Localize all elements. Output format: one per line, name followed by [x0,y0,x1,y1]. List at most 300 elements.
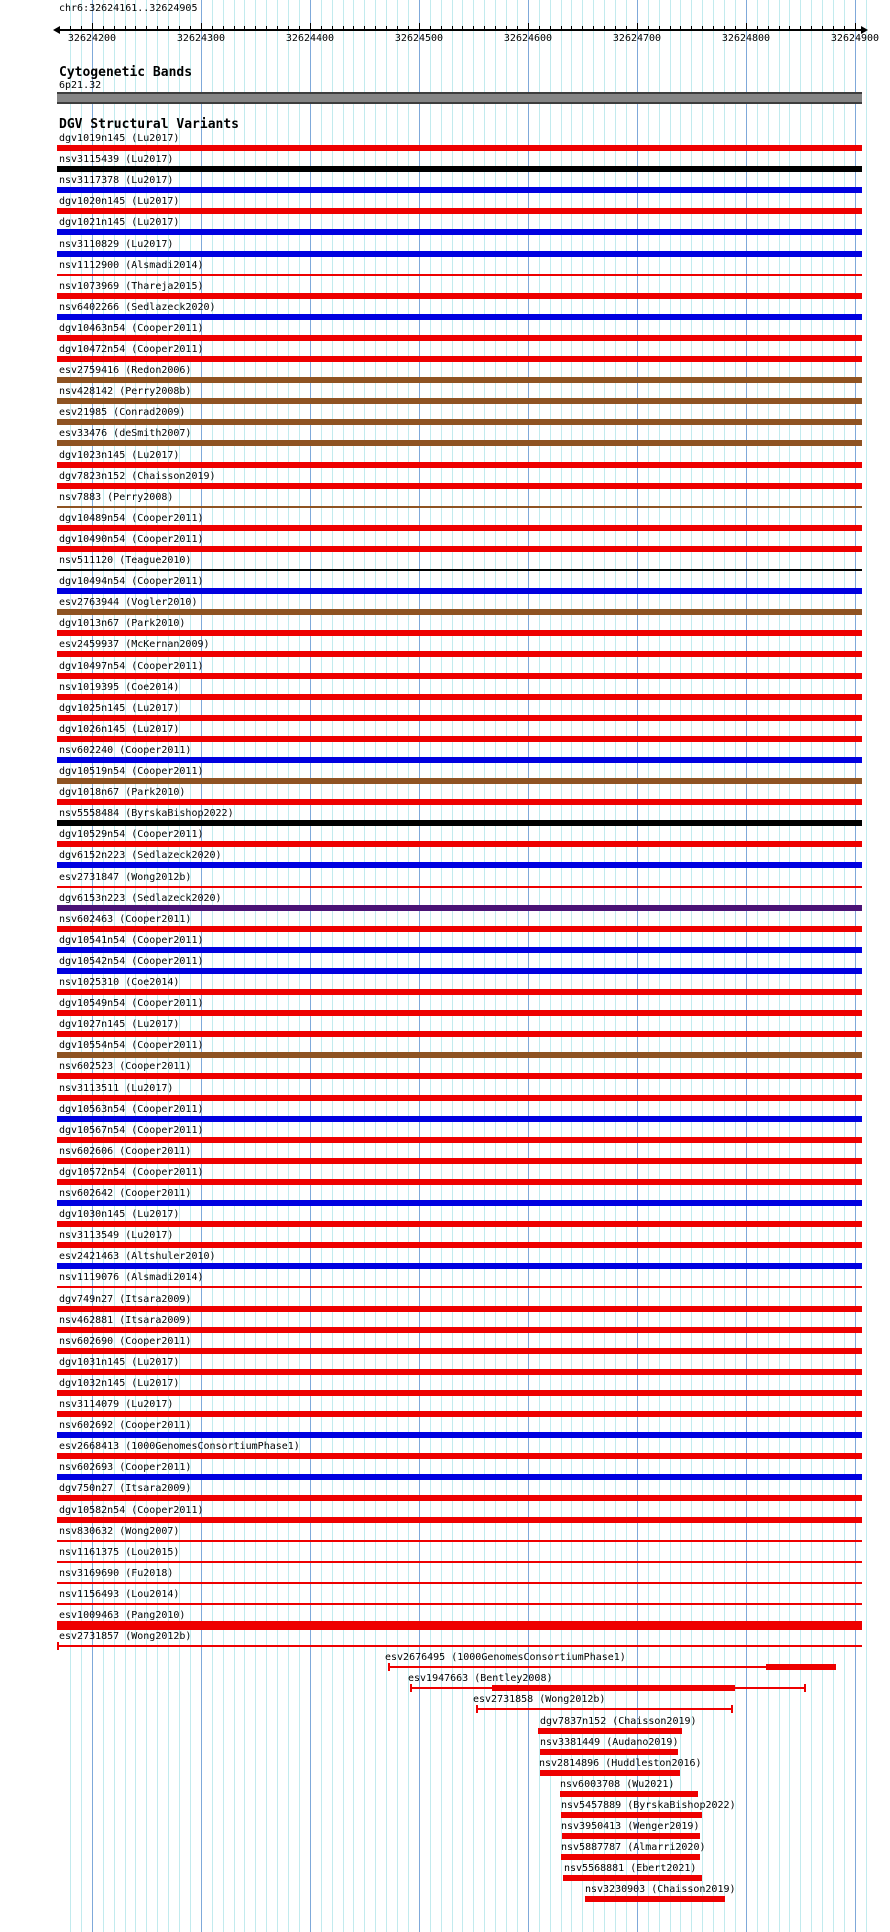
ruler-tick-label: 32624200 [67,33,117,44]
variant-bar[interactable] [57,356,862,362]
variant-label: dgv1023n145 (Lu2017) [59,449,180,461]
ruler-tick-minor [397,26,398,30]
variant-bar[interactable] [57,651,862,657]
ruler-tick-minor [615,26,616,30]
variant-bar[interactable] [57,1010,862,1016]
variant-label: nsv1073969 (Thareja2015) [59,280,204,292]
variant-label: nsv1025310 (Coe2014) [59,977,180,988]
variant-bar[interactable] [57,1474,862,1480]
variant-bar[interactable] [57,1390,862,1396]
variant-row [0,217,890,238]
variant-row [0,1884,890,1905]
ruler-tick-minor [364,26,365,30]
variant-row [0,745,890,766]
variant-row [0,555,890,576]
variant-bar[interactable] [57,905,862,911]
variant-row [0,914,890,935]
ruler-tick-minor [168,26,169,30]
variant-line[interactable] [476,1708,732,1710]
variant-row [0,1104,890,1125]
variant-row [0,639,890,660]
ruler-tick-major [637,23,638,30]
ruler-tick-label: 32624600 [503,33,553,44]
variant-bar[interactable] [57,166,862,172]
variant-row [0,935,890,956]
variant-row [0,893,890,914]
variant-row [0,1125,890,1146]
variant-row [0,513,890,534]
variant-row [0,977,890,998]
variant-bracket-left[interactable] [388,1663,390,1671]
variant-bar[interactable] [57,208,862,214]
ruler-tick-minor [321,26,322,30]
ruler-tick-major [746,23,747,30]
variant-bar[interactable] [57,820,862,826]
variant-bar[interactable] [57,799,862,805]
variant-label: nsv1161375 (Lou2015) [59,1546,180,1558]
variant-bar[interactable] [57,862,862,868]
variant-label: nsv511120 (Teague2010) [59,555,192,566]
variant-bar[interactable] [57,1095,862,1101]
variant-label: esv1947663 (Bentley2008) [408,1673,553,1685]
ruler-tick-minor [680,26,681,30]
ruler-tick-minor [724,26,725,30]
variant-bracket-right[interactable] [804,1684,806,1692]
variant-label: nsv1119076 (Alsmadi2014) [59,1272,204,1284]
variant-label: esv2731847 (Wong2012b) [59,871,192,883]
variant-row [0,471,890,492]
variant-row [0,239,890,260]
ruler-tick-minor [408,26,409,30]
variant-bar[interactable] [57,483,862,489]
variant-label: dgv7837n152 (Chaisson2019) [540,1715,697,1727]
variant-bar[interactable] [57,715,862,721]
variant-row [0,1294,890,1315]
ruler-tick-major [528,23,529,30]
variant-row [0,1842,890,1863]
variant-row [0,260,890,281]
variant-label: esv2668413 (1000GenomesConsortiumPhase1) [59,1441,300,1453]
ruler-tick-minor [462,26,463,30]
variant-label: dgv10572n54 (Cooper2011) [59,1166,204,1178]
ruler-tick-minor [179,26,180,30]
variant-bar[interactable] [57,335,862,341]
variant-bar[interactable] [563,1875,702,1881]
variant-bar[interactable] [57,1495,862,1501]
variant-bar[interactable] [57,1327,862,1333]
ruler-tick-minor [452,26,453,30]
variant-row [0,829,890,850]
ruler-tick-minor [332,26,333,30]
variant-row [0,1061,890,1082]
ruler-tick-minor [670,26,671,30]
variant-row [0,196,890,217]
variant-bar[interactable] [57,1369,862,1375]
variant-label: nsv602693 (Cooper2011) [59,1462,192,1474]
variant-row [0,1209,890,1230]
variant-label: esv1009463 (Pang2010) [59,1610,186,1621]
variant-bar[interactable] [57,419,862,425]
variant-row [0,1251,890,1272]
variant-line[interactable] [57,1645,862,1647]
variant-label: dgv1020n145 (Lu2017) [59,196,180,208]
variant-row [0,386,890,407]
variant-bar[interactable] [57,314,862,320]
variant-label: nsv602606 (Cooper2011) [59,1145,192,1157]
variant-bar[interactable] [57,778,862,784]
ruler-tick-minor [190,26,191,30]
variant-row [0,1758,890,1779]
variant-bar[interactable] [57,546,862,552]
variant-row [0,1800,890,1821]
variant-line[interactable] [57,1603,862,1605]
variant-row [0,766,890,787]
ruler-tick-minor [833,26,834,30]
ruler-tick-minor [702,26,703,30]
variant-bar[interactable] [57,1411,862,1417]
ruler-tick-minor [353,26,354,30]
ruler-tick-minor [484,26,485,30]
variant-label: dgv7823n152 (Chaisson2019) [59,470,216,482]
variant-row [0,1188,890,1209]
variant-bar[interactable] [57,440,862,446]
ruler-tick-minor [571,26,572,30]
variant-line[interactable] [57,569,862,571]
variant-line[interactable] [57,1540,862,1542]
variant-label: dgv749n27 (Itsara2009) [59,1293,192,1305]
variant-bar[interactable] [57,1432,862,1438]
variant-label: nsv6003708 (Wu2021) [560,1778,675,1790]
variant-label: esv2763944 (Vogler2010) [59,597,198,609]
variant-label: nsv602240 (Cooper2011) [59,744,192,756]
variant-label: esv2731857 (Wong2012b) [59,1631,192,1643]
variant-bar[interactable] [57,1242,862,1248]
variant-bar[interactable] [57,462,862,468]
variant-row [0,1652,890,1673]
variant-bar[interactable] [57,588,862,594]
variant-label: dgv10563n54 (Cooper2011) [59,1103,204,1115]
variant-row [0,1441,890,1462]
ruler-tick-minor [244,26,245,30]
variant-label: dgv1019n145 (Lu2017) [59,133,180,144]
variant-label: dgv1030n145 (Lu2017) [59,1209,180,1221]
variant-bar[interactable] [561,1812,702,1818]
ruler-tick-minor [648,26,649,30]
variant-label: dgv6153n223 (Sedlazeck2020) [59,892,222,904]
ruler-tick-minor [604,26,605,30]
variant-label: dgv6152n223 (Sedlazeck2020) [59,850,222,862]
variant-bar[interactable] [57,1517,862,1523]
variant-row [0,534,890,555]
ruler-tick-major [201,23,202,30]
ruler-tick-minor [81,26,82,30]
variant-line[interactable] [57,1582,862,1584]
ruler-tick-minor [70,26,71,30]
variant-row [0,323,890,344]
variant-label: nsv602690 (Cooper2011) [59,1335,192,1347]
ruler-tick-major [310,23,311,30]
variant-bar[interactable] [538,1728,682,1734]
variant-row [0,1779,890,1800]
variant-bar[interactable] [57,1137,862,1143]
variant-row [0,1399,890,1420]
ruler-tick-minor [844,26,845,30]
ruler-tick-minor [375,26,376,30]
variant-row [0,1505,890,1526]
ruler-tick-minor [539,26,540,30]
variant-row [0,175,890,196]
variant-label: nsv7883 (Perry2008) [59,491,174,503]
ruler-tick-minor [822,26,823,30]
variant-label: dgv1018n67 (Park2010) [59,787,186,799]
variant-bar[interactable] [57,1116,862,1122]
variant-bar[interactable] [57,1031,862,1037]
variant-bar[interactable] [57,525,862,531]
variant-label: nsv602642 (Cooper2011) [59,1188,192,1199]
variant-line[interactable] [57,1286,862,1288]
ruler-tick-minor [800,26,801,30]
variant-label: nsv3117378 (Lu2017) [59,175,174,187]
variant-label: esv2459937 (McKernan2009) [59,639,210,651]
ruler-tick-minor [506,26,507,30]
variant-bar[interactable] [585,1896,725,1902]
ruler-tick-minor [768,26,769,30]
variant-bar[interactable] [57,1621,862,1630]
variant-label: dgv10554n54 (Cooper2011) [59,1040,204,1052]
variant-row [0,1863,890,1884]
variant-row [0,1040,890,1061]
locus-label: chr6:32624161..32624905 [59,3,198,14]
variant-label: dgv750n27 (Itsara2009) [59,1483,192,1495]
variant-row [0,1631,890,1652]
variant-row [0,703,890,724]
variant-label: esv33476 (deSmith2007) [59,428,192,440]
variant-label: dgv1031n145 (Lu2017) [59,1356,180,1368]
ruler-tick-minor [713,26,714,30]
variant-label: nsv6402266 (Sedlazeck2020) [59,301,216,313]
variant-bar[interactable] [57,947,862,953]
cytoband-bar[interactable] [57,92,862,104]
variant-row [0,1357,890,1378]
dgv-track-title: DGV Structural Variants [59,117,240,132]
ruler-tick-label: 32624700 [612,33,662,44]
variant-bar[interactable] [57,293,862,299]
variant-bar[interactable] [57,630,862,636]
variant-row [0,1272,890,1293]
variant-label: nsv602523 (Cooper2011) [59,1061,192,1073]
ruler-tick-minor [779,26,780,30]
variant-bar[interactable] [57,968,862,974]
variant-label: nsv1156493 (Lou2014) [59,1588,180,1600]
ruler-tick-label: 32624500 [394,33,444,44]
ruler-tick-label: 32624400 [285,33,335,44]
variant-bar[interactable] [57,1073,862,1079]
variant-line[interactable] [57,1561,862,1563]
variant-row [0,1083,890,1104]
variant-row [0,1568,890,1589]
variant-row [0,1019,890,1040]
variant-row [0,281,890,302]
ruler-left-arrow-icon [53,26,60,34]
ruler-tick-minor [582,26,583,30]
variant-bar[interactable] [57,229,862,235]
ruler-tick-label: 32624300 [176,33,226,44]
variant-label: nsv3114079 (Lu2017) [59,1399,174,1410]
variant-label: dgv1021n145 (Lu2017) [59,217,180,229]
variant-label: dgv10489n54 (Cooper2011) [59,512,204,524]
variant-label: esv21985 (Conrad2009) [59,407,186,419]
ruler-tick-minor [266,26,267,30]
ruler-tick-minor [550,26,551,30]
variant-line[interactable] [57,274,862,276]
variant-label: nsv602692 (Cooper2011) [59,1420,192,1432]
variant-bar[interactable] [561,1854,700,1860]
variant-label: nsv3230903 (Chaisson2019) [585,1884,736,1896]
variant-bar[interactable] [57,1263,862,1269]
variant-bar[interactable] [57,989,862,995]
variant-label: nsv3110829 (Lu2017) [59,238,174,250]
ruler-tick-minor [234,26,235,30]
ruler-tick-major [855,23,856,30]
variant-row [0,154,890,175]
variant-label: dgv10529n54 (Cooper2011) [59,829,204,841]
variant-row [0,1716,890,1737]
variant-bar[interactable] [57,1179,862,1185]
variant-label: dgv10567n54 (Cooper2011) [59,1124,204,1136]
variant-bracket-left[interactable] [57,1642,59,1650]
variant-bar[interactable] [57,926,862,932]
ruler-tick-minor [691,26,692,30]
variant-bar[interactable] [560,1791,698,1797]
variant-bar[interactable] [57,1348,862,1354]
variant-bar[interactable] [57,145,862,151]
ruler-tick-minor [517,26,518,30]
ruler-tick-minor [299,26,300,30]
variant-label: nsv5568881 (Ebert2021) [564,1863,697,1875]
ruler-tick-minor [473,26,474,30]
variant-label: nsv1019395 (Coe2014) [59,681,180,693]
variant-bar[interactable] [57,736,862,742]
variant-label: nsv1112900 (Alsmadi2014) [59,259,204,271]
variant-row [0,1230,890,1251]
variant-bar[interactable] [492,1685,735,1691]
ruler-tick-minor [386,26,387,30]
variant-row [0,1737,890,1758]
variant-label: dgv1032n145 (Lu2017) [59,1377,180,1389]
variant-bar[interactable] [540,1770,680,1776]
variant-bar[interactable] [540,1749,678,1755]
variant-label: nsv462881 (Itsara2009) [59,1314,192,1326]
variant-bar[interactable] [766,1664,836,1670]
variant-row [0,365,890,386]
variant-label: nsv5887787 (Almarri2020) [561,1842,706,1854]
variant-row [0,1610,890,1631]
variant-bracket-left[interactable] [476,1705,478,1713]
variant-row [0,1315,890,1336]
variant-row [0,998,890,1019]
variant-row [0,576,890,597]
ruler-tick-minor [811,26,812,30]
variant-row [0,956,890,977]
variant-label: dgv10541n54 (Cooper2011) [59,934,204,946]
variant-row [0,1336,890,1357]
cytoband-track-title: Cytogenetic Bands [59,65,193,80]
ruler-tick-label: 32624900 [830,33,880,44]
variant-bar[interactable] [57,841,862,847]
variant-label: esv2731858 (Wong2012b) [473,1694,606,1706]
variant-row [0,724,890,745]
ruler-tick-minor [757,26,758,30]
ruler-tick-minor [626,26,627,30]
variant-row [0,872,890,893]
ruler-tick-minor [135,26,136,30]
variant-bar[interactable] [57,1200,862,1206]
variant-bar[interactable] [57,1052,862,1058]
variant-bar[interactable] [562,1833,700,1839]
variant-label: nsv5558484 (ByrskaBishop2022) [59,808,234,820]
variant-row [0,1378,890,1399]
variant-bar[interactable] [57,251,862,257]
ruler-tick-minor [288,26,289,30]
variant-bar[interactable] [57,1453,862,1459]
variant-bar[interactable] [57,1158,862,1164]
variant-bar[interactable] [57,398,862,404]
variant-line[interactable] [57,886,862,888]
variant-bar[interactable] [57,1306,862,1312]
variant-row [0,428,890,449]
variant-row [0,850,890,871]
variant-bar[interactable] [57,187,862,193]
variant-bar[interactable] [57,377,862,383]
variant-bar[interactable] [57,694,862,700]
variant-label: nsv602463 (Cooper2011) [59,913,192,925]
variant-label: nsv3113511 (Lu2017) [59,1082,174,1094]
ruler-tick-minor [157,26,158,30]
variant-label: dgv10463n54 (Cooper2011) [59,322,204,334]
ruler-tick-minor [659,26,660,30]
variant-label: nsv428142 (Perry2008b) [59,386,192,398]
cytoband-name: 6p21.32 [59,80,102,91]
variant-row [0,407,890,428]
variant-row [0,597,890,618]
ruler-tick-minor [441,26,442,30]
variant-label: dgv10490n54 (Cooper2011) [59,533,204,545]
variant-bar[interactable] [57,673,862,679]
ruler-tick-minor [789,26,790,30]
variant-row [0,808,890,829]
variant-row [0,661,890,682]
ruler-tick-minor [103,26,104,30]
variant-label: nsv5457889 (ByrskaBishop2022) [561,1799,736,1811]
ruler-tick-minor [735,26,736,30]
ruler-tick-minor [495,26,496,30]
variant-bar[interactable] [57,1221,862,1227]
variant-row [0,492,890,513]
ruler-tick-minor [343,26,344,30]
variant-label: dgv10494n54 (Cooper2011) [59,576,204,588]
variant-row [0,1462,890,1483]
ruler-tick-label: 32624800 [721,33,771,44]
variant-row [0,1547,890,1568]
variant-bracket-right[interactable] [731,1705,733,1713]
variant-line[interactable] [57,506,862,508]
variant-bracket-left[interactable] [410,1684,412,1692]
ruler-tick-minor [430,26,431,30]
variant-bar[interactable] [57,609,862,615]
variant-bar[interactable] [57,757,862,763]
variant-row [0,1673,890,1694]
variant-row [0,302,890,323]
